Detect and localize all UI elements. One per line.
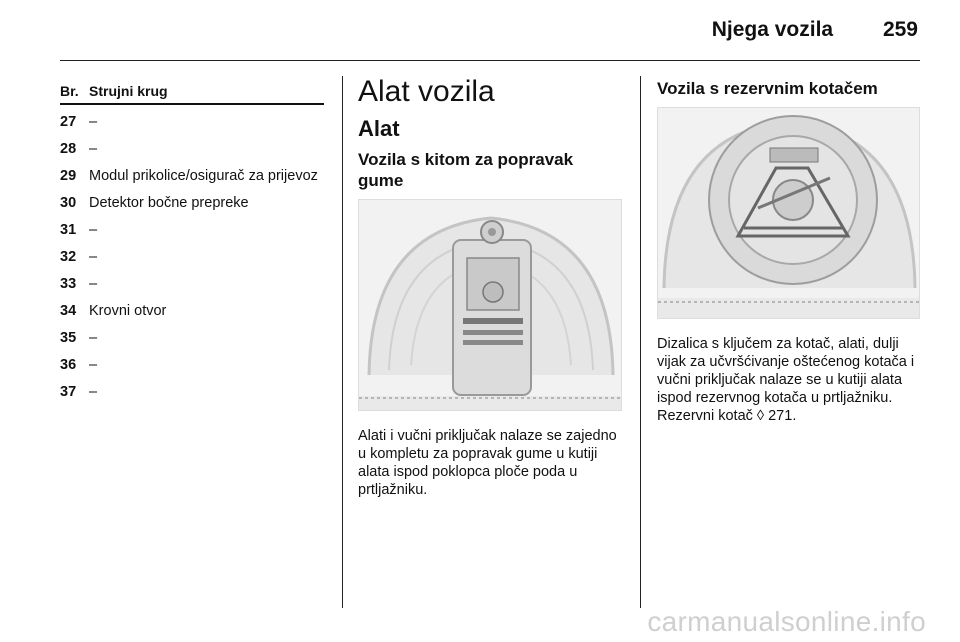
- fuse-circuit: Detektor bočne prepreke: [89, 195, 249, 211]
- fuse-number: 27: [60, 114, 77, 130]
- col-header-circuit: Strujni krug: [89, 76, 324, 104]
- spare-wheel-column: [657, 76, 920, 425]
- section-heading: Alat vozila: [358, 75, 495, 108]
- table-row: [60, 135, 324, 162]
- fuse-number: 32: [60, 249, 77, 265]
- fuse-table: [60, 76, 324, 405]
- watermark: carmanualsonline.info: [647, 606, 926, 637]
- spare-description: Dizalica s ključem za kotač, alati, dulji vijak za učvršćivanje oštećenog kotača i vučni priključak nalaze se u kutiji alata ispod rezervnog kotača u prtljažniku. Rezervni kotač ◊ 271.: [657, 336, 915, 424]
- fuse-number: 34: [60, 303, 77, 319]
- fuse-number: 29: [60, 168, 77, 184]
- spare-wheel-illustration: [657, 107, 920, 319]
- table-row: [60, 324, 324, 351]
- fuse-circuit: –: [89, 357, 98, 373]
- fuse-number: 28: [60, 141, 77, 157]
- table-row: [60, 351, 324, 378]
- fuse-number: 35: [60, 330, 77, 346]
- tools-column: [358, 76, 622, 499]
- table-row: [60, 378, 324, 405]
- fuse-circuit: –: [89, 114, 98, 130]
- subsection-heading: Alat: [358, 116, 400, 141]
- fuse-circuit: –: [89, 384, 98, 400]
- fuse-circuit: –: [89, 141, 98, 157]
- fuse-number: 31: [60, 222, 77, 238]
- column-divider: [342, 76, 343, 608]
- fuse-circuit: Modul prikolice/osigurač za prijevoz: [89, 168, 318, 184]
- table-row: [60, 270, 324, 297]
- table-row: [60, 243, 324, 270]
- table-row: [60, 108, 324, 135]
- spare-heading: Vozila s rezervnim kotačem: [657, 79, 878, 98]
- page-header: [712, 18, 918, 42]
- kit-description: Alati i vučni priključak nalaze se zajedno u kompletu za popravak gume u kutiji alata ispod poklopca ploče poda u prtljažniku.: [358, 428, 617, 498]
- table-row: [60, 297, 324, 324]
- fuse-table-column: [60, 76, 324, 405]
- fuse-number: 30: [60, 195, 77, 211]
- fuse-number: 36: [60, 357, 77, 373]
- column-divider: [640, 76, 641, 608]
- kit-illustration: [358, 199, 622, 411]
- fuse-circuit: –: [89, 330, 98, 346]
- fuse-number: 33: [60, 276, 77, 292]
- table-row: [60, 216, 324, 243]
- page-title: Njega vozila: [711, 18, 834, 41]
- page-number: 259: [882, 18, 918, 41]
- col-header-num: Br.: [60, 76, 89, 104]
- header-divider: [60, 60, 920, 61]
- table-row: [60, 189, 324, 216]
- table-row: [60, 162, 324, 189]
- fuse-circuit: Krovni otvor: [89, 303, 167, 319]
- fuse-circuit: –: [89, 222, 98, 238]
- fuse-circuit: –: [89, 249, 98, 265]
- fuse-circuit: –: [89, 276, 98, 292]
- fuse-number: 37: [60, 384, 77, 400]
- kit-heading: Vozila s kitom za popravak gume: [358, 150, 574, 190]
